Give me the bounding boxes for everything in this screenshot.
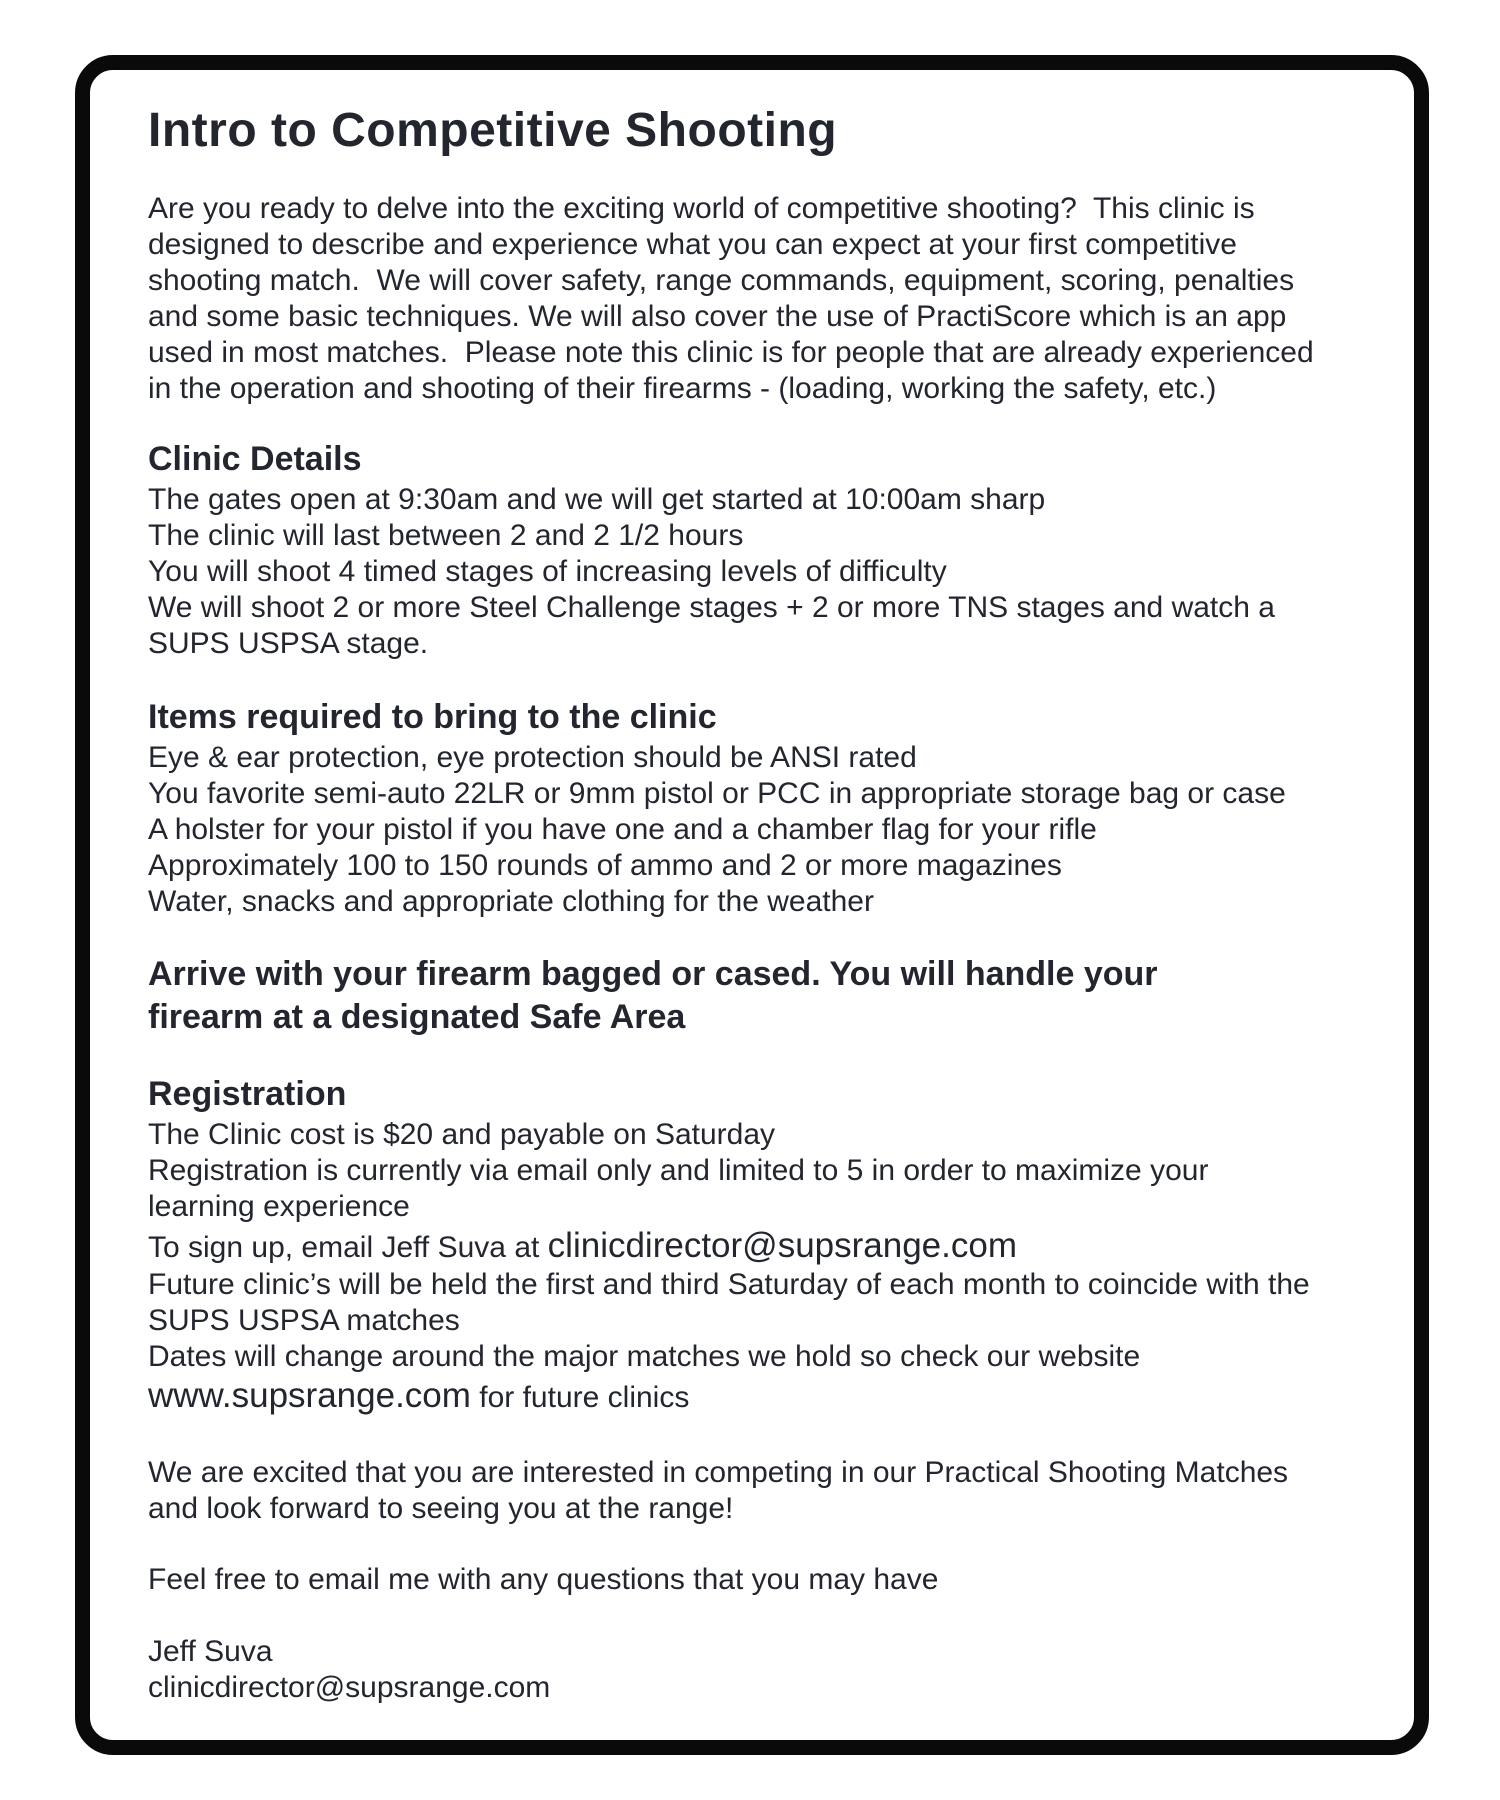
clinic-details-list [148,482,1386,662]
signature-block [148,1634,1386,1706]
text-line: Eye & ear protection, eye protection should be ANSI rated [148,741,917,775]
text-line: used in most matches. Please note this clinic is for people that are already experienced [148,336,1314,370]
safety-notice [148,953,1386,1039]
document-frame [75,55,1429,1755]
text-line: We will shoot 2 or more Steel Challenge stages + 2 or more TNS stages and watch a [148,591,1275,625]
text-line: You favorite semi-auto 22LR or 9mm pistol or PCC in appropriate storage bag or case [148,777,1286,811]
signup-email: clinicdirector@supsrange.com [547,1226,1017,1266]
text-line: Dates will change around the major matches we hold so check our website [148,1340,1141,1374]
text-line: in the operation and shooting of their firearms - (loading, working the safety, etc.) [148,372,1217,406]
signature-name: Jeff Suva [148,1635,273,1669]
text-line: Registration is currently via email only and limited to 5 in order to maximize your [148,1154,1209,1188]
signature-email: clinicdirector@supsrange.com [148,1671,551,1705]
registration-list [148,1117,1386,1225]
text-line: The clinic will last between 2 and 2 1/2 hours [148,519,744,553]
text-line: A holster for your pistol if you have one and a chamber flag for your rifle [148,813,1097,847]
text-line: learning experience [148,1190,410,1224]
website-line [148,1375,1386,1417]
text-line: Approximately 100 to 150 rounds of ammo and 2 or more magazines [148,849,1062,883]
text-line: firearm at a designated Safe Area [148,998,686,1037]
signup-prefix: To sign up, email Jeff Suva at [148,1231,548,1265]
items-required-list [148,740,1386,920]
text-line: Are you ready to delve into the exciting world of competitive shooting? This clinic is [148,192,1255,226]
text-line: The Clinic cost is $20 and payable on Saturday [148,1118,776,1152]
text-line: We are excited that you are interested in competing in our Practical Shooting Matches [148,1456,1289,1490]
text-line: You will shoot 4 timed stages of increasing levels of difficulty [148,555,947,589]
section-heading-items-required: Items required to bring to the clinic [148,698,717,737]
document-content [90,70,1414,1740]
section-heading-clinic-details: Clinic Details [148,440,362,479]
text-line: Future clinic’s will be held the first and third Saturday of each month to coincide with the [148,1268,1310,1302]
text-line: shooting match. We will cover safety, range commands, equipment, scoring, penalties [148,264,1295,298]
signup-line [148,1225,1386,1267]
text-line: SUPS USPSA stage. [148,627,429,661]
text-line: The gates open at 9:30am and we will get started at 10:00am sharp [148,483,1046,517]
registration-list-continued [148,1267,1386,1375]
website-url: www.supsrange.com [148,1376,471,1416]
questions-line: Feel free to email me with any questions that you may have [148,1563,939,1597]
text-line: Water, snacks and appropriate clothing for the weather [148,885,874,919]
text-line: designed to describe and experience what you can expect at your first competitive [148,228,1237,262]
page-title: Intro to Competitive Shooting [148,104,838,157]
website-suffix: for future clinics [470,1381,690,1415]
text-line: and look forward to seeing you at the range! [148,1492,734,1526]
text-line: Arrive with your firearm bagged or cased. You will handle your [148,955,1158,994]
text-line: SUPS USPSA matches [148,1304,460,1338]
text-line: and some basic techniques. We will also cover the use of PractiScore which is an app [148,300,1287,334]
intro-paragraph [148,191,1386,407]
closing-paragraph [148,1455,1386,1527]
section-heading-registration: Registration [148,1075,347,1114]
